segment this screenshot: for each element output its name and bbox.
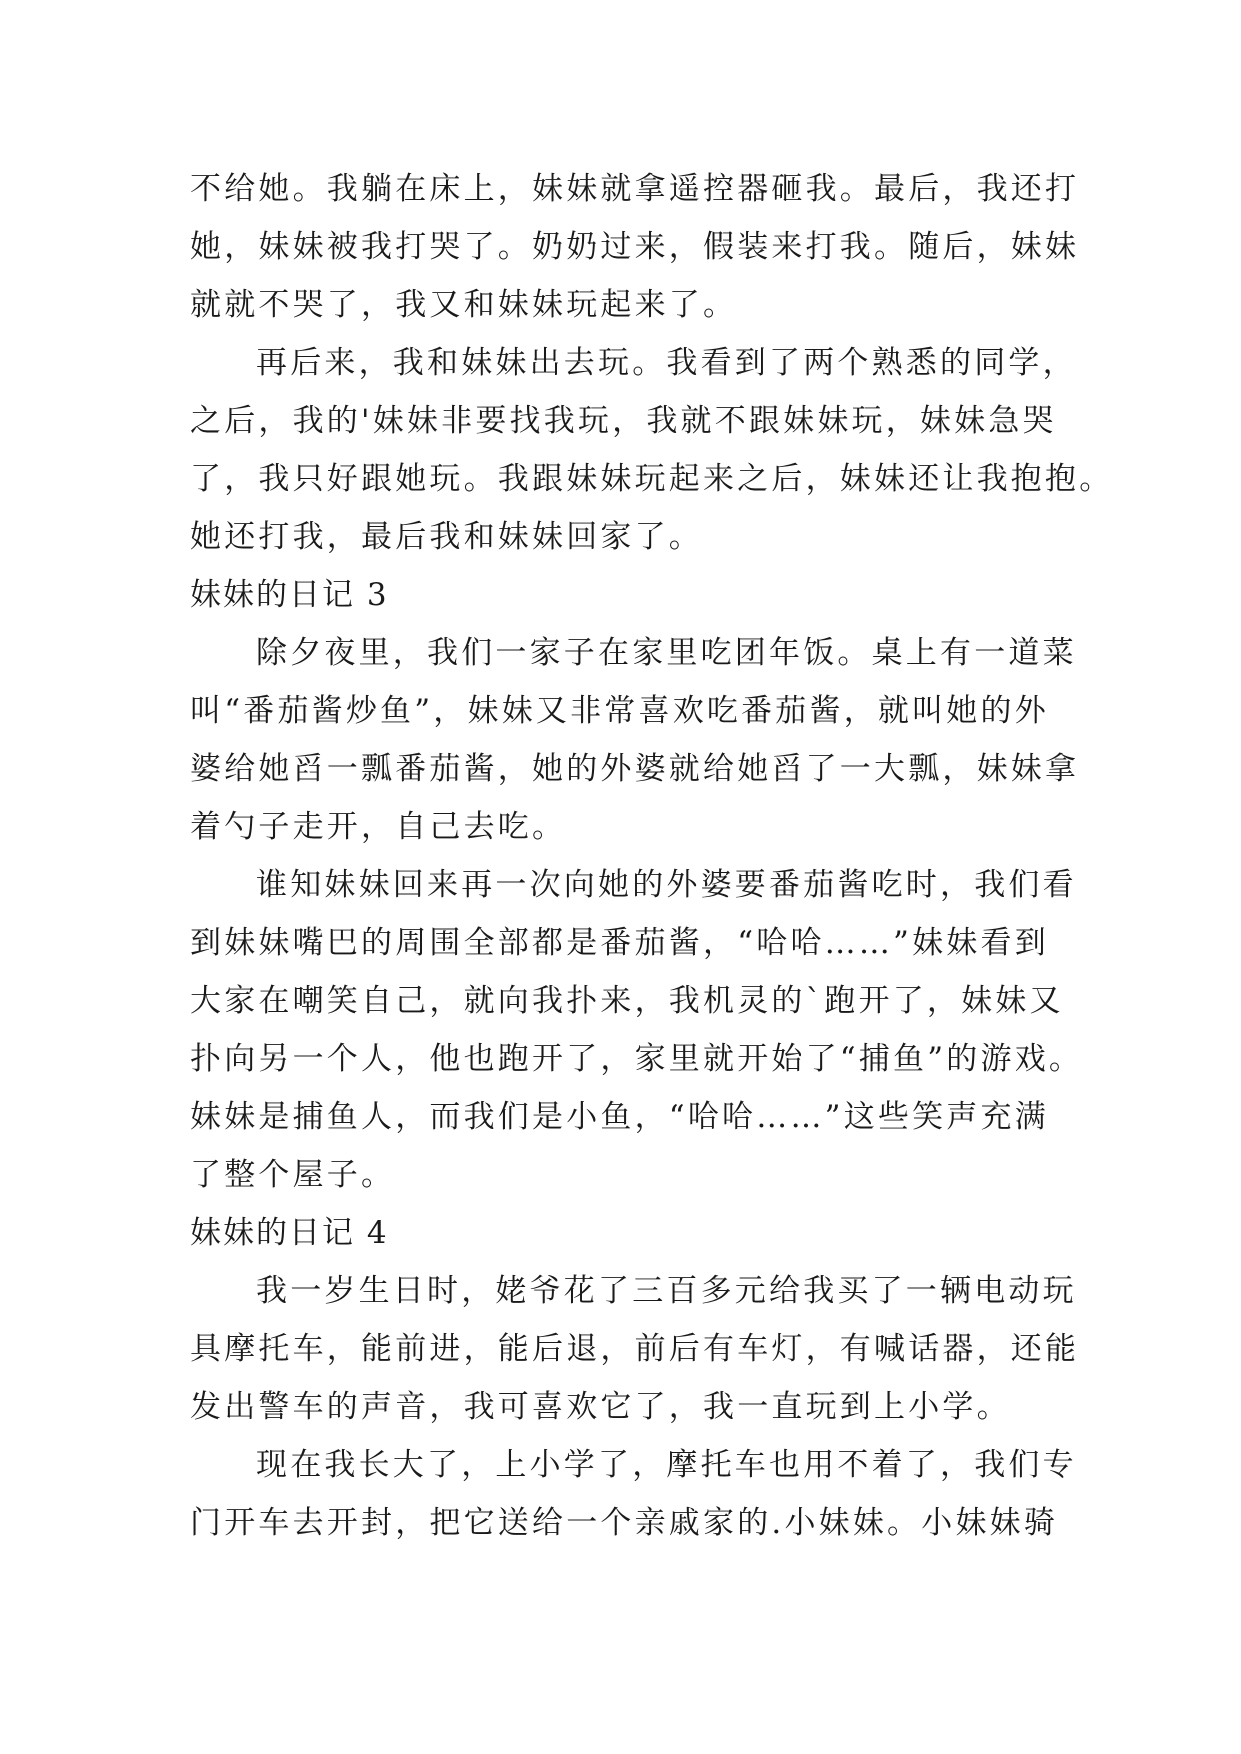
text-line: 她还打我，最后我和妹妹回家了。 — [190, 519, 703, 555]
text-line: 不给她。我躺在床上，妹妹就拿遥控器砸我。最后，我还打 — [190, 171, 1080, 207]
paragraph-first-line: 现在我长大了，上小学了，摩托车也用不着了，我们专 — [256, 1447, 1077, 1483]
text-line: 大家在嘲笑自己，就向我扑来，我机灵的`跑开了，妹妹又 — [190, 983, 1064, 1019]
paragraph-first-line: 再后来，我和妹妹出去玩。我看到了两个熟悉的同学， — [256, 345, 1077, 381]
text-line: 着勺子走开，自己去吃。 — [190, 809, 567, 845]
text-line: 了整个屋子。 — [190, 1157, 396, 1193]
section-heading-diary-3: 妹妹的日记 3 — [190, 577, 389, 613]
text-line: 叫“番茄酱炒鱼”，妹妹又非常喜欢吃番茄酱，就叫她的外 — [190, 693, 1049, 729]
text-line: 她，妹妹被我打哭了。奶奶过来，假装来打我。随后，妹妹 — [190, 229, 1080, 265]
text-line: 妹妹是捕鱼人，而我们是小鱼，“哈哈……”这些笑声充满 — [190, 1099, 1049, 1135]
text-line: 了，我只好跟她玩。我跟妹妹玩起来之后，妹妹还让我抱抱。 — [190, 461, 1114, 497]
paragraph-first-line: 除夕夜里，我们一家子在家里吃团年饭。桌上有一道菜 — [256, 635, 1077, 671]
text-line: 就就不哭了，我又和妹妹玩起来了。 — [190, 287, 738, 323]
text-line: 发出警车的声音，我可喜欢它了，我一直玩到上小学。 — [190, 1389, 1011, 1425]
paragraph-first-line: 谁知妹妹回来再一次向她的外婆要番茄酱吃时，我们看 — [256, 867, 1077, 903]
paragraph-first-line: 我一岁生日时，姥爷花了三百多元给我买了一辆电动玩 — [256, 1273, 1077, 1309]
text-line: 具摩托车，能前进，能后退，前后有车灯，有喊话器，还能 — [190, 1331, 1080, 1367]
text-line: 之后，我的'妹妹非要找我玩，我就不跟妹妹玩，妹妹急哭 — [190, 403, 1057, 439]
text-line: 到妹妹嘴巴的周围全部都是番茄酱，“哈哈……”妹妹看到 — [190, 925, 1049, 961]
document-body — [190, 160, 1114, 1552]
text-line: 婆给她舀一瓢番茄酱，她的外婆就给她舀了一大瓢，妹妹拿 — [190, 751, 1080, 787]
section-heading-diary-4: 妹妹的日记 4 — [190, 1215, 389, 1251]
text-line: 门开车去开封，把它送给一个亲戚家的.小妹妹。小妹妹骑 — [190, 1505, 1059, 1541]
text-line: 扑向另一个人，他也跑开了，家里就开始了“捕鱼”的游戏。 — [190, 1041, 1084, 1077]
